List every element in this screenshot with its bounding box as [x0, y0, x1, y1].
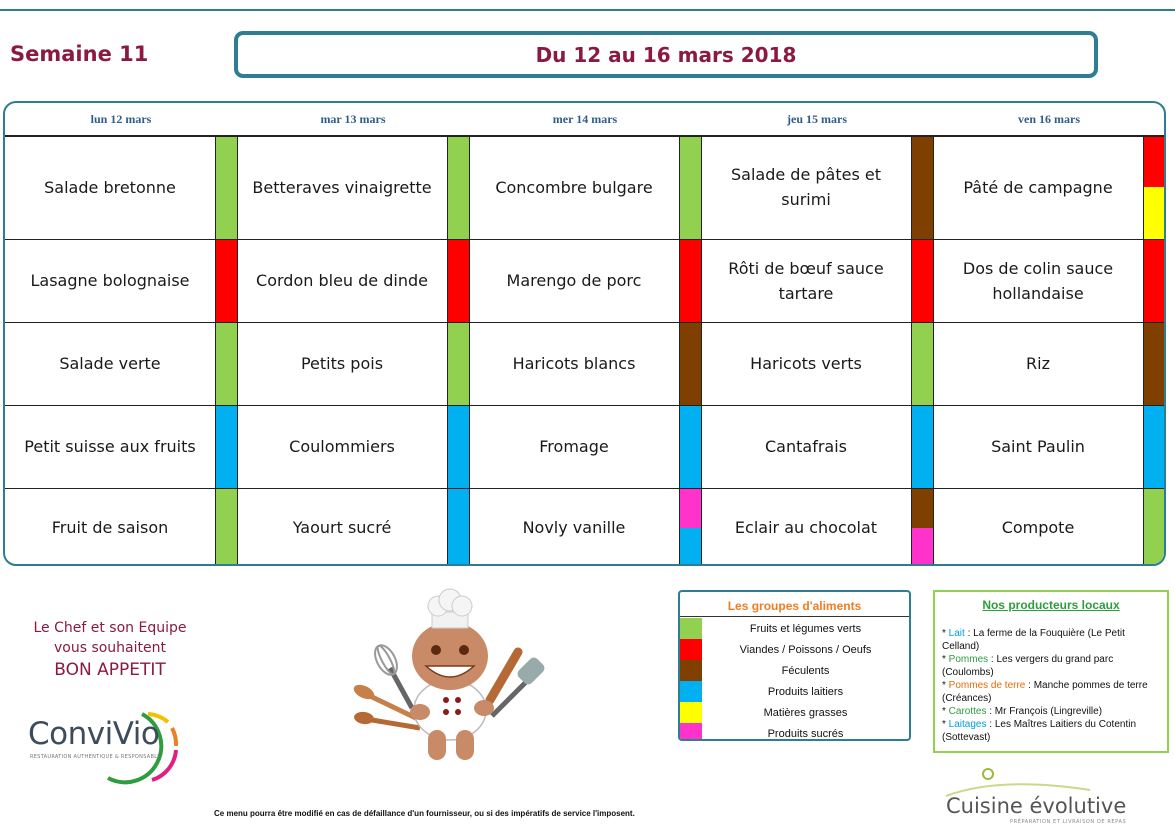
producer-source: : Mr François (Lingreville) — [986, 706, 1103, 717]
week-label: Semaine 11 — [10, 42, 149, 66]
producer-product: Lait — [948, 628, 965, 639]
food-group-swatch — [911, 322, 933, 405]
food-group-swatch — [911, 239, 933, 322]
dish-cell: Yaourt sucré — [292, 518, 392, 537]
dish-cell: Eclair au chocolat — [734, 518, 878, 537]
chef-illustration — [350, 588, 550, 768]
food-group-swatch — [447, 239, 469, 322]
dish-cell: Cordon bleu de dinde — [256, 271, 428, 290]
legend-swatch — [680, 681, 702, 702]
column-divider — [469, 135, 470, 564]
dish-cell: Petit suisse aux fruits — [24, 437, 196, 456]
food-group-swatch — [215, 405, 237, 488]
legend-label: Matières grasses — [763, 706, 848, 719]
convivio-logo-name: ConviVio — [28, 716, 160, 752]
dish-cell: Fromage — [539, 437, 609, 456]
food-group-swatch — [1143, 405, 1165, 488]
day-header: ven 16 mars — [1018, 111, 1080, 126]
dish-cell: Rôti de bœuf sauce tartare — [728, 258, 884, 303]
chef-hat-icon — [428, 589, 472, 628]
date-range-banner: Du 12 au 16 mars 2018 — [234, 31, 1098, 78]
day-header: lun 12 mars — [90, 111, 152, 126]
food-group-swatch — [679, 135, 701, 239]
producer-item: * Pommes de terre : Manche pommes de terre (Créances) — [942, 680, 1148, 704]
greeting-line-2: vous souhaitent — [53, 640, 166, 656]
food-group-swatch — [1143, 322, 1165, 405]
food-groups-legend — [678, 590, 911, 741]
dish-cell: Salade de pâtes et surimi — [731, 165, 881, 209]
food-group-swatch — [215, 239, 237, 322]
greeting-line-1: Le Chef et son Equipe — [33, 620, 187, 636]
header-divider — [5, 135, 1164, 137]
row-divider — [5, 488, 1164, 489]
food-group-swatch — [911, 135, 933, 239]
food-group-swatch — [447, 322, 469, 405]
legend-label: Féculents — [781, 664, 830, 677]
producers-list — [942, 627, 1163, 744]
food-group-swatch — [447, 135, 469, 239]
row-divider — [5, 405, 1164, 406]
legend-label: Produits laitiers — [767, 685, 844, 698]
legend-divider — [680, 616, 909, 617]
legend-item — [680, 702, 909, 723]
column-divider — [679, 135, 680, 564]
dish-cell: Haricots verts — [750, 354, 862, 373]
column-divider — [237, 135, 238, 564]
dish-cell: Salade bretonne — [44, 177, 176, 197]
food-group-swatch — [1143, 239, 1165, 322]
dish-cell: Coulommiers — [289, 437, 395, 456]
dish-cell: Compote — [1001, 518, 1075, 537]
food-group-swatch — [447, 405, 469, 488]
column-divider — [911, 135, 912, 564]
legend-swatch — [680, 702, 702, 723]
producer-source: : Les vergers du grand parc (Coulombs) — [942, 654, 1114, 678]
legend-swatch — [680, 660, 702, 681]
food-group-swatch — [1143, 488, 1165, 566]
food-group-swatch — [1143, 187, 1165, 239]
food-group-swatch — [679, 488, 701, 528]
food-group-swatch — [215, 488, 237, 566]
legend-item — [680, 639, 909, 660]
dish-cell: Novly vanille — [522, 518, 626, 537]
column-divider — [215, 135, 216, 564]
legend-item — [680, 618, 909, 639]
greeting-line-3: BON APPETIT — [54, 660, 166, 680]
food-group-swatch — [679, 239, 701, 322]
top-divider — [0, 9, 1175, 11]
dish-cell: Cantafrais — [765, 437, 847, 456]
day-header: mar 13 mars — [320, 111, 386, 126]
food-group-swatch — [679, 405, 701, 488]
food-group-swatch — [215, 322, 237, 405]
disclaimer-note: Ce menu pourra être modifié en cas de défaillance d'un fournisseur, ou si des impératifs de service l'imposent. — [214, 809, 635, 818]
dish-cell: Saint Paulin — [991, 437, 1085, 456]
legend-label: Viandes / Poissons / Oeufs — [739, 643, 872, 656]
producer-source: : Les Maîtres Laitiers du Cotentin (Sottevast) — [942, 719, 1137, 743]
food-group-swatch — [911, 405, 933, 488]
food-group-swatch — [679, 322, 701, 405]
producer-source: : Manche pommes de terre (Créances) — [942, 680, 1148, 704]
dish-cell: Riz — [1026, 354, 1050, 373]
producer-item: * Lait : La ferme de la Fouquière (Le Petit Celland) — [942, 628, 1125, 652]
dish-cell: Haricots blancs — [512, 354, 636, 373]
column-divider — [701, 135, 702, 564]
dish-cell: Betteraves vinaigrette — [252, 177, 432, 197]
producer-item: * Laitages : Les Maîtres Laitiers du Cotentin (Sottevast) — [942, 719, 1137, 743]
dish-cell: Dos de colin sauce hollandaise — [962, 258, 1114, 303]
food-group-swatch — [447, 488, 469, 566]
dish-cell: Marengo de porc — [506, 271, 642, 290]
menu-table — [3, 101, 1166, 566]
legend-item — [680, 681, 909, 702]
food-group-swatch — [215, 135, 237, 239]
legend-label: Produits sucrés — [767, 727, 844, 740]
food-group-swatch — [1143, 135, 1165, 187]
day-header: jeu 15 mars — [787, 111, 847, 126]
legend-swatch — [680, 618, 702, 639]
legend-item — [680, 723, 909, 741]
producer-product: Carottes — [948, 706, 987, 717]
legend-swatch — [680, 723, 702, 741]
convivio-logo — [24, 694, 184, 786]
greeting — [20, 618, 200, 682]
legend-item — [680, 660, 909, 681]
row-divider — [5, 322, 1164, 323]
column-divider — [1143, 135, 1144, 564]
legend-title: Les groupes d'aliments — [727, 599, 862, 613]
cuisine-evolutive-logo — [940, 766, 1140, 828]
cuisine-logo-name: Cuisine évolutive — [946, 794, 1127, 818]
dish-cell: Concombre bulgare — [495, 177, 653, 197]
convivio-logo-tagline: RESTAURATION AUTHENTIQUE & RESPONSABLE — [30, 754, 161, 760]
dish-cell: Fruit de saison — [51, 518, 169, 537]
food-group-swatch — [911, 528, 933, 567]
producer-item: * Carottes : Mr François (Lingreville) — [942, 706, 1103, 717]
producer-source: : La ferme de la Fouquière (Le Petit Celland) — [942, 628, 1125, 652]
legend-label: Fruits et légumes verts — [749, 622, 862, 635]
cuisine-logo-tagline: PRÉPARATION ET LIVRAISON DE REPAS — [1010, 819, 1127, 825]
local-producers-box — [933, 590, 1169, 753]
food-group-swatch — [679, 528, 701, 567]
food-group-swatch — [911, 488, 933, 528]
column-divider — [933, 135, 934, 564]
producer-product: Laitages — [948, 719, 987, 730]
dish-cell: Petits pois — [300, 354, 384, 373]
dish-cell: Salade verte — [59, 354, 161, 373]
legend-swatch — [680, 639, 702, 660]
producer-product: Pommes de terre — [948, 680, 1026, 691]
dish-cell: Pâté de campagne — [963, 177, 1113, 197]
row-divider — [5, 239, 1164, 240]
producers-title: Nos producteurs locaux — [982, 598, 1120, 612]
column-divider — [447, 135, 448, 564]
day-header: mer 14 mars — [552, 111, 618, 126]
dish-cell: Lasagne bolognaise — [30, 271, 190, 290]
producer-item: * Pommes : Les vergers du grand parc (Coulombs) — [942, 654, 1114, 678]
producer-product: Pommes — [948, 654, 989, 665]
